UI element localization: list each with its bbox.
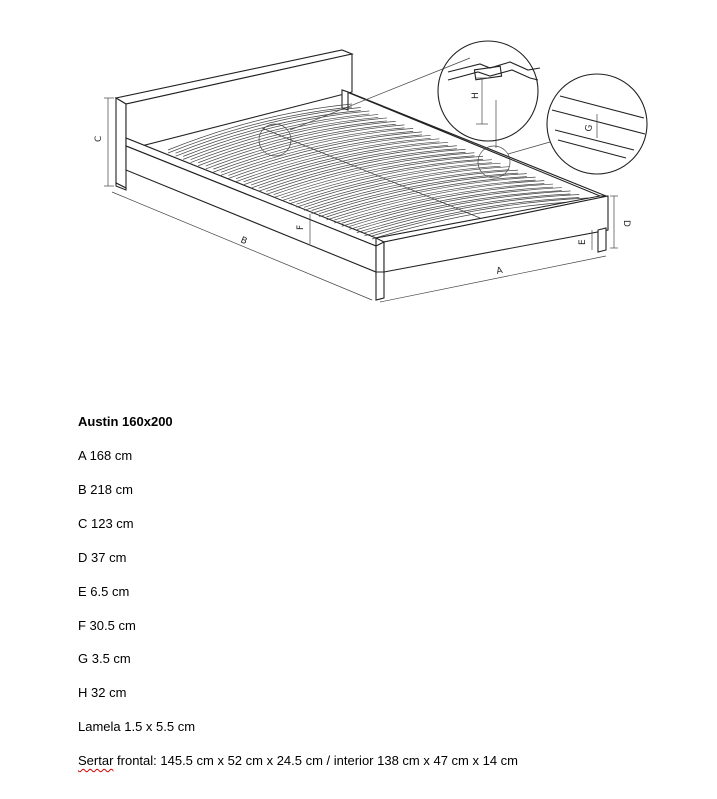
spec-row-sertar-text: frontal: 145.5 cm x 52 cm x 24.5 cm / interior 138 cm x 47 cm x 14 cm (113, 753, 518, 768)
label-c: C (94, 135, 104, 142)
slat (198, 121, 387, 166)
spec-row-e: E 6.5 cm (78, 584, 130, 599)
spec-row-h: H 32 cm (78, 685, 127, 700)
spec-row-f: F 30.5 cm (78, 618, 136, 633)
label-h: H (471, 92, 481, 99)
spec-row-d: D 37 cm (78, 550, 127, 565)
spec-row-g: G 3.5 cm (78, 651, 131, 666)
bed-technical-drawing (0, 0, 717, 330)
spec-row-sertar (78, 752, 518, 770)
slat (206, 124, 396, 169)
label-f: F (296, 224, 306, 230)
label-d: D (621, 220, 631, 227)
detail-circle-h (438, 41, 540, 141)
spellcheck-word: Sertar (78, 753, 114, 768)
spec-row-b: B 218 cm (78, 482, 133, 497)
spec-row-a: A 168 cm (78, 448, 133, 463)
spec-row-lamela: Lamela 1.5 x 5.5 cm (78, 719, 196, 734)
spec-row-c: C 123 cm (78, 516, 134, 531)
label-g: G (584, 123, 596, 133)
label-e: E (578, 239, 588, 245)
label-a: A (495, 265, 504, 277)
detail-circle-g (547, 74, 647, 174)
label-b: B (238, 235, 249, 248)
product-title: Austin 160x200 (78, 414, 173, 429)
